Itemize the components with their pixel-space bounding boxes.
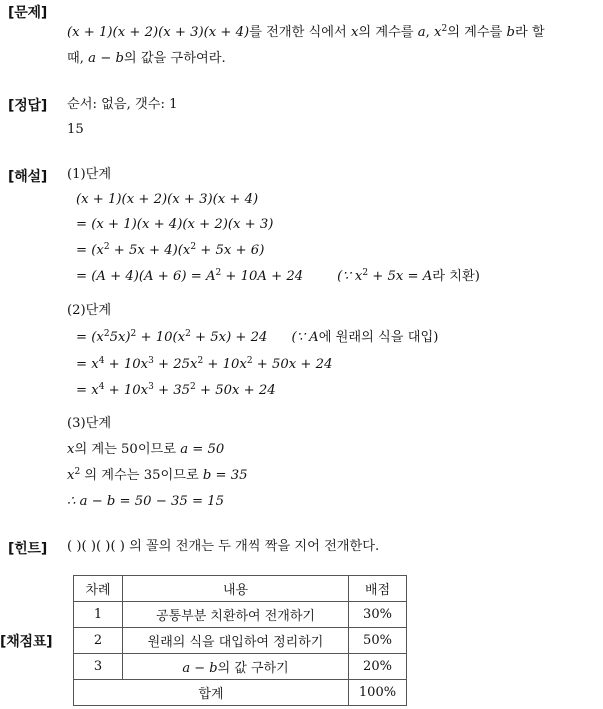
rubric-cell-no: 3 [74, 654, 123, 680]
rubric-cell-score: 30% [349, 602, 407, 628]
rubric-cell-score: 50% [349, 628, 407, 654]
rubric-total-score: 100% [349, 680, 407, 706]
rubric-cell-content: 원래의 식을 대입하여 정리하기 [123, 628, 349, 654]
step2-line-2: = $x^4 + 10x^3 + 25x^2 + 10x^2 + 50x + 24$ [76, 356, 333, 372]
rubric-cell-no: 2 [74, 628, 123, 654]
answer-meta: 순서: 없음, 갯수: 1 [67, 97, 178, 112]
step3-line-3: ∴ a − b = 50 − 35 = 15 [67, 494, 224, 509]
step1-line-4: = $(A + 4)(A + 6) = A^2 + 10A + 24$ (∵ $x^2 + 5x = A$라 치환) [76, 268, 480, 284]
step3-line-1: x의 계는 50이므로 a = 50 [67, 442, 225, 457]
hint-text: ( )( )( )( ) 의 꼴의 전개는 두 개씩 짝을 지어 전개한다. [67, 539, 380, 554]
rubric-cell-content: 공통부분 치환하여 전개하기 [123, 602, 349, 628]
rubric-table [73, 575, 407, 706]
table-row [74, 654, 407, 680]
step3-heading: (3)단계 [67, 416, 112, 431]
answer-label: [정답] [8, 98, 48, 114]
problem-label: [문제] [8, 5, 48, 21]
table-row [74, 628, 407, 654]
rubric-header-row [74, 576, 407, 602]
rubric-header-no: 차례 [74, 576, 123, 602]
answer-value: 15 [67, 122, 84, 137]
rubric-header-content: 내용 [123, 576, 349, 602]
rubric-header-score: 배점 [349, 576, 407, 602]
solution-label: [해설] [8, 169, 48, 185]
problem-line-1: (x + 1)(x + 2)(x + 3)(x + 4)를 전개한 식에서 x의 계수를 a, $x^2$의 계수를 b라 할 [67, 24, 545, 40]
step1-heading: (1)단계 [67, 167, 112, 182]
step2-line-1: = $(x^25x)^2 + 10(x^2 + 5x) + 24$ (∵ A에 원래의 식을 대입) [76, 329, 439, 345]
rubric-cell-no: 1 [74, 602, 123, 628]
step1-line-1: (x + 1)(x + 2)(x + 3)(x + 4) [76, 192, 259, 207]
rubric-cell-score: 20% [349, 654, 407, 680]
rubric-total-row [74, 680, 407, 706]
step1-line-2: = (x + 1)(x + 4)(x + 2)(x + 3) [76, 217, 274, 232]
rubric-total-label: 합계 [74, 680, 349, 706]
step3-line-2: $x^2$ 의 계수는 35이므로 b = 35 [67, 467, 248, 483]
step1-line-3: = $(x^2 + 5x + 4)(x^2 + 5x + 6)$ [76, 242, 265, 258]
problem-line-2: 때, a − b의 값을 구하여라. [67, 51, 226, 66]
step2-heading: (2)단계 [67, 303, 112, 318]
rubric-cell-content: a − b의 값 구하기 [123, 654, 349, 680]
rubric-label: [채점표] [0, 634, 53, 650]
step2-line-3: = $x^4 + 10x^3 + 35^2 + 50x + 24$ [76, 382, 276, 398]
table-row [74, 602, 407, 628]
hint-label: [힌트] [8, 541, 48, 557]
